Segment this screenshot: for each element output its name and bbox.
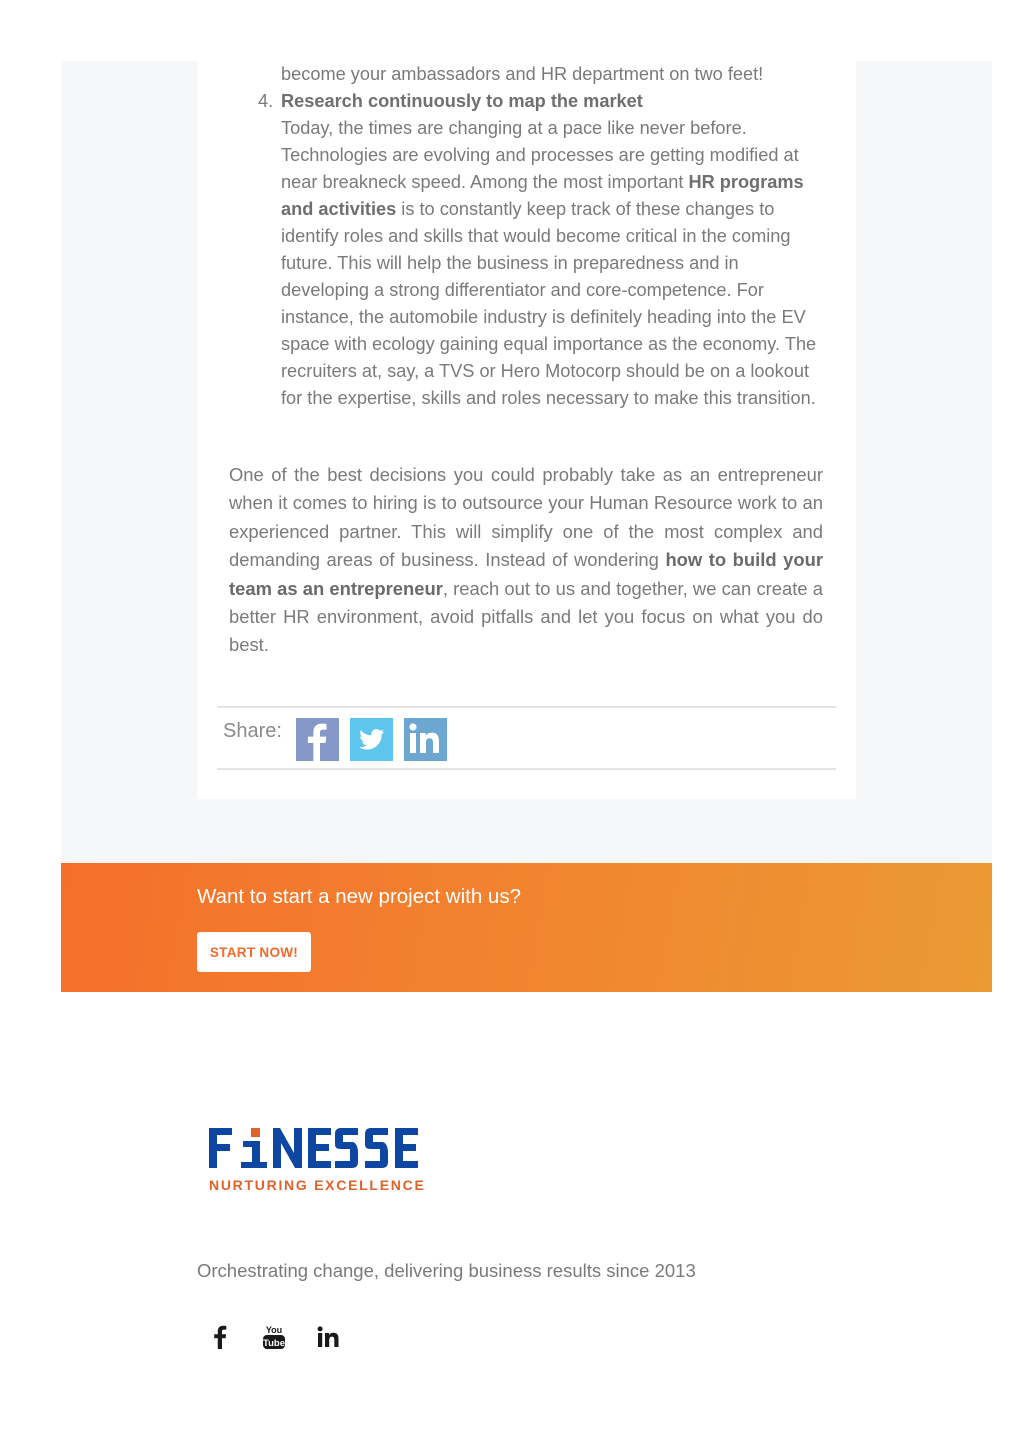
list-item-text: become your ambassadors and HR department on two feet! <box>281 64 764 84</box>
footer-linkedin-link[interactable] <box>315 1324 341 1350</box>
facebook-icon <box>213 1325 227 1349</box>
footer-youtube-link[interactable] <box>261 1324 287 1350</box>
finesse-logo[interactable] <box>207 1124 429 1199</box>
list-item-content <box>281 88 829 412</box>
closing-paragraph: One of the best decisions you could probably take as an entrepreneur when it comes to hiring is to outsource your Human Resource work to an experienced partner. This will simplify one of the most complex and demanding areas of business. Instead of wondering how to build your team as an entrepreneur, reach out to us and together, we can create a better HR environment, avoid pitfalls and let you focus on what you do best. <box>229 464 824 656</box>
svg-text:Tube: Tube <box>263 1338 285 1349</box>
linkedin-icon <box>317 1326 339 1348</box>
youtube-icon <box>262 1324 286 1350</box>
share-label: Share: <box>223 720 282 742</box>
twitter-icon <box>350 718 393 761</box>
share-linkedin-button[interactable] <box>404 718 447 761</box>
start-now-button[interactable]: START NOW! <box>197 932 311 972</box>
list-item-3-tail <box>281 61 826 88</box>
facebook-icon <box>296 718 339 761</box>
finesse-logo-graphic <box>207 1124 429 1194</box>
list-item-body: Today, the times are changing at a pace like never before. Technologies are evolving and processes are getting modified at near breakneck speed. Among the most important HR programs and activities is to constantly keep track of these changes to identify roles and skills that would become critical in the coming future. This will help the business in preparedness and in developing a strong differentiator and core-competence. For instance, the automobile industry is definitely heading into the EV space with ecology gaining equal importance as the economy. The recruiters at, say, a TVS or Hero Motocorp should be on a lookout for the expertise, skills and roles necessary to make this transition. <box>281 118 817 408</box>
footer-facebook-link[interactable] <box>207 1324 233 1350</box>
svg-text:You: You <box>265 1325 283 1335</box>
share-twitter-button[interactable] <box>350 718 393 761</box>
logo-tagline: NURTURING EXCELLENCE <box>209 1177 426 1193</box>
share-facebook-button[interactable] <box>296 718 339 761</box>
linkedin-icon <box>404 718 447 761</box>
list-item-title: Research continuously to map the market <box>281 91 643 111</box>
cta-heading: Want to start a new project with us? <box>197 885 521 908</box>
list-number: 4. <box>258 91 274 111</box>
cta-banner <box>61 863 992 992</box>
footer-tagline: Orchestrating change, delivering business results since 2013 <box>197 1260 696 1281</box>
share-bottom-divider <box>217 768 836 770</box>
hr-programs-link[interactable]: HR programs and activities <box>281 172 804 219</box>
build-team-link[interactable]: how to build your team as an entrepreneur <box>229 549 824 599</box>
share-top-divider <box>217 706 836 708</box>
